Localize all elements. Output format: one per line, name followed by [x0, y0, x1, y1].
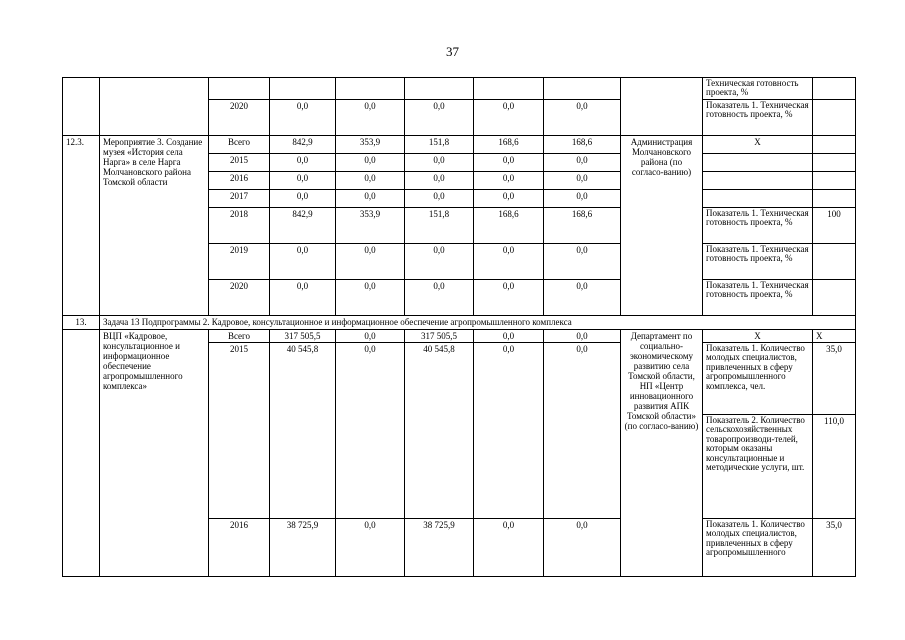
other-cell: 168,6	[544, 136, 621, 154]
indicator-value-cell	[813, 154, 856, 172]
local-cell: 0,0	[474, 343, 544, 519]
year-cell: Всего	[209, 330, 270, 343]
local-cell: 0,0	[474, 519, 544, 577]
total-cell	[270, 78, 336, 100]
total-cell: 0,0	[270, 190, 336, 208]
year-cell	[209, 78, 270, 100]
indicator-cell	[703, 154, 813, 172]
year-cell: 2019	[209, 244, 270, 280]
indicator-value-cell: X	[813, 330, 856, 343]
total-cell: 38 725,9	[270, 519, 336, 577]
total-cell: 842,9	[270, 136, 336, 154]
indicator-value-cell: 100	[813, 208, 856, 244]
other-cell: 0,0	[544, 190, 621, 208]
local-cell: 0,0	[474, 244, 544, 280]
regional-cell: 0,0	[405, 100, 474, 136]
year-cell: 2015	[209, 154, 270, 172]
other-cell	[544, 78, 621, 100]
indicator-cell: X	[703, 136, 813, 154]
regional-cell: 38 725,9	[405, 519, 474, 577]
federal-cell: 0,0	[336, 154, 405, 172]
table-row	[63, 316, 856, 330]
indicator-cell: Показатель 1. Техническая готовность проекта, %	[703, 208, 813, 244]
year-cell: 2016	[209, 519, 270, 577]
indicator-cell: Показатель 1. Количество молодых специалистов, привлеченных в сферу агропромышленного	[703, 519, 813, 577]
year-cell: 2015	[209, 343, 270, 519]
number-cell	[63, 330, 100, 577]
local-cell: 0,0	[474, 190, 544, 208]
indicator-value-cell: 35,0	[813, 343, 856, 415]
local-cell: 0,0	[474, 330, 544, 343]
federal-cell: 0,0	[336, 343, 405, 519]
total-cell: 0,0	[270, 244, 336, 280]
total-cell: 0,0	[270, 100, 336, 136]
year-cell: 2016	[209, 172, 270, 190]
table-row	[63, 78, 856, 100]
indicator-cell: Показатель 1. Техническая готовность проекта, %	[703, 244, 813, 280]
task-title: Задача 13 Подпрограммы 2. Кадровое, консультационное и информационное обеспечение агропромышленного комплекса	[100, 316, 856, 330]
federal-cell	[336, 78, 405, 100]
local-cell: 168,6	[474, 208, 544, 244]
regional-cell: 151,8	[405, 208, 474, 244]
federal-cell: 0,0	[336, 172, 405, 190]
program-name: ВЦП «Кадровое, консультационное и информационное обеспечение агропромышленного комплекса»	[100, 330, 209, 577]
indicator-value-cell	[813, 78, 856, 100]
table-row	[63, 330, 856, 343]
indicator-value-cell	[813, 136, 856, 154]
executor-cell	[621, 78, 703, 136]
local-cell: 0,0	[474, 154, 544, 172]
regional-cell: 151,8	[405, 136, 474, 154]
federal-cell: 0,0	[336, 330, 405, 343]
regional-cell: 317 505,5	[405, 330, 474, 343]
indicator-cell: Показатель 1. Техническая готовность проекта, %	[703, 100, 813, 136]
year-cell: 2020	[209, 100, 270, 136]
federal-cell: 0,0	[336, 244, 405, 280]
measure-name-cell	[100, 78, 209, 136]
indicator-cell: Показатель 2. Количество сельскохозяйственных товаропроизводи-телей, которым оказаны консультационные и методические услуги, шт.	[703, 415, 813, 519]
local-cell	[474, 78, 544, 100]
federal-cell: 353,9	[336, 136, 405, 154]
other-cell: 0,0	[544, 100, 621, 136]
federal-cell: 353,9	[336, 208, 405, 244]
other-cell: 0,0	[544, 330, 621, 343]
regional-cell: 0,0	[405, 244, 474, 280]
other-cell: 0,0	[544, 519, 621, 577]
regional-cell: 0,0	[405, 190, 474, 208]
local-cell: 0,0	[474, 100, 544, 136]
measure-name: Мероприятие 3. Создание музея «История села Нарга» в селе Нарга Молчановского района Томской области	[100, 136, 209, 316]
total-cell: 0,0	[270, 280, 336, 316]
year-cell: 2017	[209, 190, 270, 208]
local-cell: 168,6	[474, 136, 544, 154]
number-cell	[63, 78, 100, 136]
local-cell: 0,0	[474, 280, 544, 316]
indicator-value-cell	[813, 244, 856, 280]
year-cell: 2018	[209, 208, 270, 244]
other-cell: 0,0	[544, 172, 621, 190]
indicator-value-cell	[813, 172, 856, 190]
other-cell: 0,0	[544, 244, 621, 280]
program-table	[62, 77, 856, 577]
other-cell: 168,6	[544, 208, 621, 244]
measure-executor: Администрация Молчановского района (по согласо-ванию)	[621, 136, 703, 316]
year-cell: Всего	[209, 136, 270, 154]
regional-cell: 40 545,8	[405, 343, 474, 519]
indicator-value-cell	[813, 280, 856, 316]
indicator-value-cell	[813, 190, 856, 208]
other-cell: 0,0	[544, 280, 621, 316]
total-cell: 0,0	[270, 154, 336, 172]
federal-cell: 0,0	[336, 100, 405, 136]
indicator-cell	[703, 190, 813, 208]
page-number: 37	[446, 44, 459, 59]
measure-number: 12.3.	[63, 136, 100, 316]
other-cell: 0,0	[544, 343, 621, 519]
federal-cell: 0,0	[336, 190, 405, 208]
regional-cell: 0,0	[405, 172, 474, 190]
regional-cell: 0,0	[405, 154, 474, 172]
indicator-cell: Техническая готовность проекта, %	[703, 78, 813, 100]
indicator-cell	[703, 172, 813, 190]
regional-cell	[405, 78, 474, 100]
local-cell: 0,0	[474, 172, 544, 190]
total-cell: 317 505,5	[270, 330, 336, 343]
total-cell: 40 545,8	[270, 343, 336, 519]
indicator-value-cell	[813, 100, 856, 136]
indicator-value-cell: 35,0	[813, 519, 856, 577]
other-cell: 0,0	[544, 154, 621, 172]
table-row	[63, 136, 856, 154]
indicator-cell: X	[703, 330, 813, 343]
total-cell: 842,9	[270, 208, 336, 244]
indicator-value-cell: 110,0	[813, 415, 856, 519]
federal-cell: 0,0	[336, 280, 405, 316]
indicator-cell: Показатель 1. Количество молодых специалистов, привлеченных в сферу агропромышленного комплекса, чел.	[703, 343, 813, 415]
task-number: 13.	[63, 316, 100, 330]
program-executor: Департамент по социально-экономическому развитию села Томской области, НП «Центр инновационного развития АПК Томской области» (по согласо-ванию)	[621, 330, 703, 577]
regional-cell: 0,0	[405, 280, 474, 316]
indicator-cell: Показатель 1. Техническая готовность проекта, %	[703, 280, 813, 316]
year-cell: 2020	[209, 280, 270, 316]
total-cell: 0,0	[270, 172, 336, 190]
federal-cell: 0,0	[336, 519, 405, 577]
